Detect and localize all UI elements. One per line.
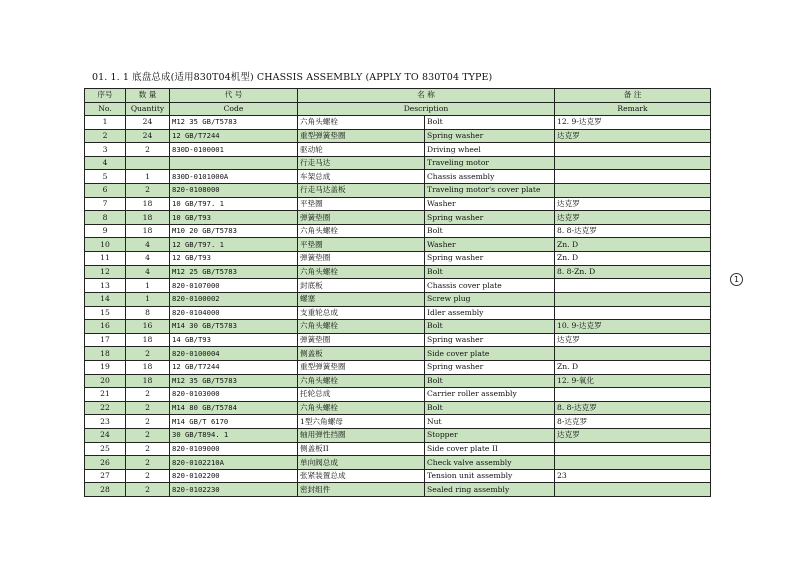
row-remark: 12. 9-氧化 [555,374,711,388]
table-row [85,306,711,320]
row-number: 4 [85,156,126,170]
row-code: M12 35 GB/T5783 [170,116,298,130]
row-quantity: 2 [126,401,170,415]
row-code: 820-0109000 [170,442,298,456]
table-row [85,224,711,238]
row-quantity: 2 [126,347,170,361]
row-number: 1 [85,116,126,130]
row-code: 12 GB/T7244 [170,129,298,143]
row-number: 28 [85,483,126,497]
row-name-en: Chassis cover plate [425,279,555,293]
table-row [85,238,711,252]
row-number: 27 [85,469,126,483]
row-name-en: Bolt [425,320,555,334]
row-number: 10 [85,238,126,252]
row-quantity: 2 [126,483,170,497]
table-row [85,211,711,225]
row-name-en: Traveling motor's cover plate [425,184,555,198]
row-quantity: 4 [126,252,170,266]
row-name-cn: 六角头螺栓 [298,320,425,334]
row-code: 10 GB/T97. 1 [170,197,298,211]
row-quantity: 2 [126,456,170,470]
row-code: 820-0108000 [170,184,298,198]
row-name-en: Nut [425,415,555,429]
row-number: 7 [85,197,126,211]
table-row [85,116,711,130]
table-row [85,279,711,293]
row-number: 23 [85,415,126,429]
row-name-en: Side cover plate II [425,442,555,456]
row-remark: 达克罗 [555,333,711,347]
header-no-cn: 序号 [85,89,126,103]
row-name-en: Check valve assembly [425,456,555,470]
row-number: 5 [85,170,126,184]
table-row [85,483,711,497]
table-row [85,442,711,456]
table-row [85,374,711,388]
row-code: 14 GB/T93 [170,333,298,347]
row-code: 30 GB/T894. 1 [170,429,298,443]
row-name-cn: 平垫圈 [298,238,425,252]
row-name-en: Tension unit assembly [425,469,555,483]
row-quantity: 24 [126,116,170,130]
row-name-cn: 托轮总成 [298,388,425,402]
table-row [85,292,711,306]
row-name-cn: 支重轮总成 [298,306,425,320]
row-quantity: 4 [126,265,170,279]
row-number: 26 [85,456,126,470]
row-quantity: 8 [126,306,170,320]
row-quantity [126,156,170,170]
row-name-cn: 平垫圈 [298,197,425,211]
row-name-cn: 密封组件 [298,483,425,497]
row-name-en: Side cover plate [425,347,555,361]
row-name-cn: 封底板 [298,279,425,293]
row-remark: 8. 8-达克罗 [555,224,711,238]
row-name-en: Spring washer [425,211,555,225]
row-code: 820-0100004 [170,347,298,361]
row-name-en: Spring washer [425,360,555,374]
row-number: 22 [85,401,126,415]
header-no-en: No. [85,102,126,116]
row-quantity: 2 [126,388,170,402]
row-number: 16 [85,320,126,334]
row-name-en: Driving wheel [425,143,555,157]
row-remark: Zn. D [555,252,711,266]
row-name-en: Bolt [425,374,555,388]
row-code: M14 30 GB/T5783 [170,320,298,334]
row-remark: 达克罗 [555,211,711,225]
table-row [85,388,711,402]
row-quantity: 24 [126,129,170,143]
header-remark-en: Remark [555,102,711,116]
row-number: 3 [85,143,126,157]
table-row [85,415,711,429]
row-code: M14 GB/T 6170 [170,415,298,429]
header-code-cn: 代 号 [170,89,298,103]
row-number: 20 [85,374,126,388]
row-name-cn: 侧盖板II [298,442,425,456]
table-row [85,197,711,211]
row-remark [555,442,711,456]
row-name-en: Washer [425,238,555,252]
row-remark [555,388,711,402]
row-code: 820-0102210A [170,456,298,470]
table-row [85,184,711,198]
row-name-en: Bolt [425,401,555,415]
row-quantity: 1 [126,292,170,306]
row-number: 12 [85,265,126,279]
row-remark [555,143,711,157]
row-remark [555,156,711,170]
table-row [85,360,711,374]
row-code: 10 GB/T93 [170,211,298,225]
header-code-en: Code [170,102,298,116]
header-row-en [85,102,711,116]
row-name-cn: 重型弹簧垫圈 [298,360,425,374]
row-remark: 8. 8-达克罗 [555,401,711,415]
row-quantity: 18 [126,197,170,211]
row-code: M12 25 GB/T5783 [170,265,298,279]
row-quantity: 1 [126,170,170,184]
table-row [85,252,711,266]
table-row [85,129,711,143]
row-name-cn: 张紧装置总成 [298,469,425,483]
row-name-cn: 弹簧垫圈 [298,333,425,347]
row-name-en: Spring washer [425,333,555,347]
table-row [85,401,711,415]
row-remark: 达克罗 [555,129,711,143]
row-name-cn: 六角头螺栓 [298,265,425,279]
row-number: 17 [85,333,126,347]
row-code: 12 GB/T7244 [170,360,298,374]
row-remark: 10. 9-达克罗 [555,320,711,334]
row-name-en: Bolt [425,265,555,279]
row-name-en: Idler assembly [425,306,555,320]
row-remark [555,279,711,293]
row-number: 19 [85,360,126,374]
row-quantity: 16 [126,320,170,334]
row-number: 8 [85,211,126,225]
row-name-cn: 行走马达盖板 [298,184,425,198]
row-name-en: Bolt [425,116,555,130]
row-code: 820-0102230 [170,483,298,497]
row-remark [555,456,711,470]
row-code: 820-0100002 [170,292,298,306]
row-name-cn: 六角头螺栓 [298,401,425,415]
table-row [85,143,711,157]
table-row [85,156,711,170]
row-name-en: Screw plug [425,292,555,306]
row-name-en: Chassis assembly [425,170,555,184]
table-row [85,456,711,470]
row-remark: 8-达克罗 [555,415,711,429]
row-code: M12 35 GB/T5783 [170,374,298,388]
row-remark: Zn. D [555,238,711,252]
row-quantity: 2 [126,469,170,483]
row-code: 830D-0101000A [170,170,298,184]
row-name-en: Sealed ring assembly [425,483,555,497]
row-name-cn: 单向阀总成 [298,456,425,470]
row-remark [555,170,711,184]
row-name-cn: 螺塞 [298,292,425,306]
row-name-en: Traveling motor [425,156,555,170]
row-quantity: 2 [126,442,170,456]
row-number: 11 [85,252,126,266]
row-number: 14 [85,292,126,306]
row-remark: 12. 9-达克罗 [555,116,711,130]
row-code: M10 20 GB/T5783 [170,224,298,238]
row-quantity: 18 [126,224,170,238]
row-quantity: 2 [126,429,170,443]
row-name-en: Carrier roller assembly [425,388,555,402]
header-row-cn [85,89,711,103]
row-name-cn: 轴用弹性挡圈 [298,429,425,443]
row-quantity: 2 [126,184,170,198]
row-name-cn: 六角头螺栓 [298,116,425,130]
table-row [85,333,711,347]
row-name-cn: 弹簧垫圈 [298,252,425,266]
row-name-en: Spring washer [425,252,555,266]
row-number: 13 [85,279,126,293]
row-quantity: 2 [126,415,170,429]
row-name-en: Washer [425,197,555,211]
row-name-cn: 行走马达 [298,156,425,170]
row-code: 830D-0100001 [170,143,298,157]
row-code: M14 80 GB/T5784 [170,401,298,415]
header-qty-en: Quantity [126,102,170,116]
row-quantity: 4 [126,238,170,252]
row-name-cn: 六角头螺栓 [298,374,425,388]
row-name-cn: 侧盖板 [298,347,425,361]
row-name-cn: 驱动轮 [298,143,425,157]
row-name-cn: 重型弹簧垫圈 [298,129,425,143]
table-row [85,469,711,483]
header-qty-cn: 数 量 [126,89,170,103]
row-remark: 达克罗 [555,197,711,211]
row-name-cn: 车架总成 [298,170,425,184]
table-row [85,320,711,334]
row-number: 6 [85,184,126,198]
header-desc-en: Description [298,102,555,116]
table-row [85,170,711,184]
row-number: 21 [85,388,126,402]
row-remark [555,483,711,497]
row-name-cn: 弹簧垫圈 [298,211,425,225]
header-remark-cn: 备 注 [555,89,711,103]
row-remark: Zn. D [555,360,711,374]
row-code: 12 GB/T93 [170,252,298,266]
row-quantity: 2 [126,143,170,157]
row-name-en: Bolt [425,224,555,238]
parts-table-body [85,116,711,497]
parts-table [84,88,711,497]
row-quantity: 18 [126,333,170,347]
table-row [85,265,711,279]
row-number: 9 [85,224,126,238]
row-number: 24 [85,429,126,443]
row-code: 12 GB/T97. 1 [170,238,298,252]
table-row [85,347,711,361]
row-number: 2 [85,129,126,143]
row-name-cn: 六角头螺栓 [298,224,425,238]
row-code: 820-0102200 [170,469,298,483]
row-code: 820-0107000 [170,279,298,293]
row-remark: 23 [555,469,711,483]
row-quantity: 1 [126,279,170,293]
row-quantity: 18 [126,374,170,388]
row-number: 15 [85,306,126,320]
row-code: 820-0104000 [170,306,298,320]
row-number: 18 [85,347,126,361]
row-remark [555,347,711,361]
row-code: 820-0103000 [170,388,298,402]
row-number: 25 [85,442,126,456]
margin-circle-mark: 1 [730,273,743,286]
row-code [170,156,298,170]
page-title: 01. 1. 1 底盘总成(适用830T04机型) CHASSIS ASSEMBLY (APPLY TO 830T04 TYPE) [92,72,493,83]
table-row [85,429,711,443]
row-name-en: Spring washer [425,129,555,143]
row-quantity: 18 [126,360,170,374]
row-quantity: 18 [126,211,170,225]
row-remark: 8. 8-Zn. D [555,265,711,279]
row-remark [555,292,711,306]
row-remark: 达克罗 [555,429,711,443]
row-name-cn: 1型六角螺母 [298,415,425,429]
row-name-en: Stopper [425,429,555,443]
row-remark [555,184,711,198]
row-remark [555,306,711,320]
header-desc-cn: 名 称 [298,89,555,103]
